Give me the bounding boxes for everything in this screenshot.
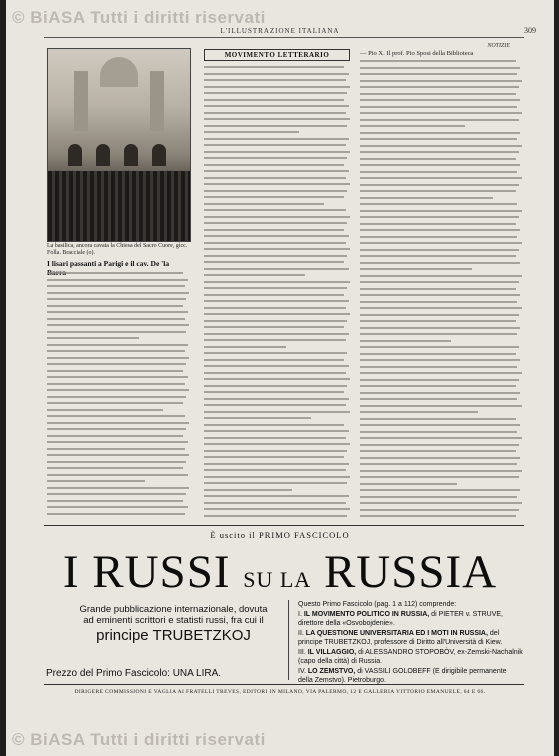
item-detail: del principe TRUBETZKOJ, professore di Diritto all'Università di Kiew.: [298, 630, 503, 646]
text-line: [360, 450, 516, 452]
text-line: [204, 151, 350, 153]
text-line: [204, 359, 344, 361]
text-line: [47, 480, 145, 482]
item-number: I.: [298, 611, 302, 618]
left-column-text: [47, 272, 189, 522]
text-line: [47, 383, 185, 385]
text-line: [204, 255, 347, 257]
text-line: [47, 357, 189, 359]
text-line: [360, 73, 517, 75]
newspaper-page: [6, 0, 554, 756]
text-line: [360, 288, 516, 290]
text-line: [204, 391, 344, 393]
item-title: IL MOVIMENTO POLITICO IN RUSSIA,: [303, 611, 430, 618]
text-line: [360, 138, 517, 140]
text-line: [204, 170, 349, 172]
text-line: [47, 441, 188, 443]
text-line: [204, 222, 347, 224]
text-line: [47, 487, 189, 489]
text-line: [360, 262, 520, 264]
text-line: [204, 339, 346, 341]
advert-title-russi: RUSSI: [92, 546, 231, 598]
text-line: [204, 229, 344, 231]
text-line: [360, 164, 520, 166]
advert-contents: [298, 601, 523, 687]
text-line: [360, 86, 519, 88]
text-line: [360, 392, 520, 394]
item-number: IV.: [298, 668, 306, 675]
advert-title-su-la: SU LA: [243, 567, 312, 592]
left-article-title: I lisari passanti a Parigi e il cav. De 'la: [47, 259, 170, 268]
text-line: [204, 417, 311, 419]
item-detail: di ALESSANDRO STOPOBÒV, ex-Zemski-Nachalnik (capo della città) di Russia.: [298, 649, 523, 665]
text-line: [360, 229, 520, 231]
text-line: [204, 105, 349, 107]
text-line: [360, 281, 519, 283]
advert-divider: [288, 600, 289, 680]
text-line: [360, 333, 517, 335]
text-line: [47, 506, 188, 508]
advert-price: Prezzo del Primo Fascicolo: UNA LIRA.: [46, 668, 222, 679]
text-line: [360, 125, 465, 127]
text-line: [47, 279, 188, 281]
text-line: [204, 482, 347, 484]
text-line: [47, 285, 185, 287]
item-number: III.: [298, 649, 306, 656]
advert-bottom-rule: [44, 684, 524, 685]
text-line: [360, 353, 516, 355]
text-line: [204, 242, 346, 244]
text-line: [204, 281, 350, 283]
text-line: [47, 500, 183, 502]
text-line: [360, 171, 517, 173]
advert-title: [6, 546, 554, 606]
text-line: [360, 346, 519, 348]
text-line: [204, 443, 350, 445]
text-line: [204, 196, 344, 198]
item-title: LA QUESTIONE UNIVERSITARIA ED I MOTI IN RUSSIA,: [305, 630, 488, 637]
arch-shape: [124, 144, 138, 166]
text-line: [204, 424, 344, 426]
text-line: [360, 197, 493, 199]
text-line: [360, 307, 522, 309]
text-line: [47, 331, 186, 333]
text-line: [47, 298, 186, 300]
text-line: [204, 261, 344, 263]
text-line: [360, 60, 516, 62]
text-line: [47, 435, 183, 437]
text-line: [360, 255, 516, 257]
running-head: L'ILLUSTRAZIONE ITALIANA: [220, 27, 340, 35]
list-item: [298, 630, 523, 647]
text-line: [360, 223, 516, 225]
text-line: [47, 376, 188, 378]
arch-shape: [152, 144, 166, 166]
text-line: [204, 307, 346, 309]
text-line: [47, 513, 185, 515]
text-line: [204, 300, 349, 302]
text-line: [47, 448, 185, 450]
text-line: [360, 210, 522, 212]
arch-shape: [96, 144, 110, 166]
item-title: IL VILLAGGIO,: [307, 649, 357, 656]
text-line: [47, 474, 188, 476]
text-line: [360, 249, 519, 251]
text-line: [204, 456, 344, 458]
text-line: [47, 402, 183, 404]
text-line: [360, 515, 516, 517]
text-line: [204, 177, 346, 179]
text-line: [47, 318, 185, 320]
text-line: [204, 216, 350, 218]
text-line: [47, 344, 188, 346]
middle-column-text: [204, 66, 350, 522]
text-line: [204, 365, 349, 367]
text-line: [204, 398, 349, 400]
text-line: [47, 324, 189, 326]
text-line: [360, 275, 522, 277]
dome-shape: [100, 57, 138, 87]
header-rule: [44, 37, 524, 38]
text-line: [204, 320, 347, 322]
text-line: [204, 333, 349, 335]
text-line: [204, 248, 350, 250]
list-item: [298, 668, 523, 685]
item-detail: di VASSILI GOLOBEFF (E dirigibile permanente della Zemstvo). Pietroburgo.: [298, 668, 507, 684]
text-line: [204, 463, 349, 465]
text-line: [204, 378, 350, 380]
advert-desc-line1: Grande pubblicazione internazionale, dovuta: [79, 604, 268, 615]
text-line: [204, 274, 305, 276]
text-line: [204, 190, 347, 192]
text-line: [204, 99, 344, 101]
text-line: [204, 164, 344, 166]
text-line: [47, 493, 186, 495]
text-line: [204, 112, 346, 114]
text-line: [360, 177, 522, 179]
advert-description: [66, 604, 281, 644]
text-line: [204, 346, 286, 348]
text-line: [360, 112, 522, 114]
text-line: [204, 430, 349, 432]
text-line: [360, 359, 520, 361]
text-line: [47, 272, 183, 274]
text-line: [360, 119, 519, 121]
text-line: [204, 404, 346, 406]
text-line: [204, 495, 349, 497]
text-line: [360, 203, 517, 205]
list-item: [298, 649, 523, 666]
text-line: [204, 157, 347, 159]
text-line: [360, 190, 516, 192]
text-line: [204, 73, 349, 75]
text-line: [360, 314, 519, 316]
text-line: [360, 496, 517, 498]
advert-announcement: È uscito il PRIMO FASCICOLO: [210, 530, 350, 540]
text-line: [360, 379, 519, 381]
text-line: [47, 409, 163, 411]
text-line: [204, 268, 349, 270]
text-line: [360, 366, 517, 368]
text-line: [204, 326, 344, 328]
text-line: [204, 508, 350, 510]
text-line: [204, 287, 347, 289]
text-line: [360, 463, 517, 465]
crowd-shape: [48, 171, 190, 241]
item-title: LO ZEMSTVO,: [307, 668, 356, 675]
text-line: [360, 268, 472, 270]
text-line: [360, 99, 520, 101]
advert-title-i: I: [62, 546, 80, 598]
page-number: 309: [524, 26, 536, 35]
notes-section-label: NOTIZIE: [487, 43, 510, 49]
text-line: [204, 450, 347, 452]
item-number: II.: [298, 630, 304, 637]
text-line: [360, 67, 520, 69]
text-line: [360, 340, 451, 342]
text-line: [47, 396, 186, 398]
text-line: [204, 372, 346, 374]
text-line: [360, 444, 519, 446]
text-line: [204, 92, 347, 94]
text-line: [204, 183, 350, 185]
text-line: [204, 125, 347, 127]
text-line: [47, 415, 185, 417]
text-line: [360, 509, 519, 511]
text-line: [204, 437, 346, 439]
item-detail: di PIETER v. STRUVE, direttore della «Osvobojdenie».: [298, 611, 504, 627]
text-line: [360, 411, 478, 413]
text-line: [360, 145, 522, 147]
text-line: [47, 337, 139, 339]
text-line: [360, 405, 522, 407]
text-line: [47, 292, 189, 294]
advert-title-russia: RUSSIA: [323, 546, 498, 598]
text-line: [204, 385, 347, 387]
watermark-top: © BiASA Tutti i diritti riservati: [12, 8, 266, 27]
text-line: [47, 461, 186, 463]
text-line: [360, 398, 517, 400]
text-line: [204, 352, 347, 354]
text-line: [47, 428, 186, 430]
text-line: [204, 144, 346, 146]
text-line: [360, 431, 517, 433]
text-line: [360, 294, 520, 296]
text-line: [360, 184, 519, 186]
text-line: [360, 106, 517, 108]
text-line: [360, 418, 516, 420]
advert-contents-intro: Questo Primo Fascicolo (pag. 1 a 112) comprende:: [298, 601, 457, 608]
text-line: [204, 86, 350, 88]
text-line: [360, 476, 519, 478]
text-line: [204, 515, 347, 517]
text-line: [360, 80, 522, 82]
basilica-photo: [47, 48, 191, 242]
text-line: [204, 235, 349, 237]
text-line: [204, 476, 350, 478]
photo-caption: La basilica, ancora cavata la Chiesa del Sacro Cuore, gìcc. Folla. Bracciale (o).: [47, 243, 188, 256]
text-line: [204, 313, 350, 315]
text-line: [47, 467, 183, 469]
text-line: [360, 385, 516, 387]
arch-shape: [68, 144, 82, 166]
text-line: [47, 305, 183, 307]
text-line: [204, 209, 346, 211]
advert-footer: DIRIGERE COMMISSIONI E VAGLIA AI FRATELLI TREVES, EDITORI IN MILANO, VIA PALERMO, 12 E GALLERIA VITTORIO EMANUELE, 64 E 66.: [74, 689, 486, 695]
text-line: [47, 350, 185, 352]
text-line: [360, 502, 522, 504]
text-line: [204, 294, 344, 296]
text-line: [360, 132, 520, 134]
text-line: [360, 236, 517, 238]
text-line: [47, 422, 189, 424]
text-line: [360, 457, 520, 459]
text-line: [360, 216, 519, 218]
text-line: [360, 93, 516, 95]
text-line: [204, 489, 292, 491]
watermark-bottom: © BiASA Tutti i diritti riservati: [12, 730, 266, 749]
text-line: [47, 454, 189, 456]
text-line: [204, 138, 349, 140]
text-line: [360, 242, 522, 244]
text-line: [204, 502, 346, 504]
text-line: [204, 469, 346, 471]
right-column-text: [360, 60, 522, 522]
text-line: [360, 437, 522, 439]
text-line: [360, 372, 522, 374]
text-line: [47, 311, 188, 313]
middle-box-title: MOVIMENTO LETTERARIO: [204, 49, 350, 61]
text-line: [360, 320, 516, 322]
text-line: [47, 370, 183, 372]
text-line: [204, 66, 344, 68]
text-line: [204, 203, 324, 205]
text-line: [204, 79, 346, 81]
text-line: [360, 483, 457, 485]
text-line: [204, 411, 350, 413]
text-line: [360, 301, 517, 303]
text-line: [360, 327, 520, 329]
advert-desc-line2: ad eminenti scrittori e statisti russi, fra cui il: [83, 615, 264, 626]
text-line: [204, 131, 299, 133]
text-line: [47, 389, 189, 391]
text-line: [360, 158, 516, 160]
left-tower-shape: [74, 71, 88, 131]
text-line: [360, 470, 522, 472]
advert-top-rule: [44, 525, 524, 526]
text-line: [360, 151, 519, 153]
advert-contents-list: [298, 611, 523, 685]
notes-lead-line: — Pio X. Il prof. Pio Sposi della Biblioteca: [360, 50, 474, 57]
text-line: [47, 363, 186, 365]
right-tower-shape: [150, 71, 164, 131]
advert-prince: principe TRUBETZKOJ: [96, 627, 251, 644]
text-line: [360, 424, 520, 426]
text-line: [204, 118, 350, 120]
list-item: [298, 611, 523, 628]
text-line: [360, 489, 520, 491]
